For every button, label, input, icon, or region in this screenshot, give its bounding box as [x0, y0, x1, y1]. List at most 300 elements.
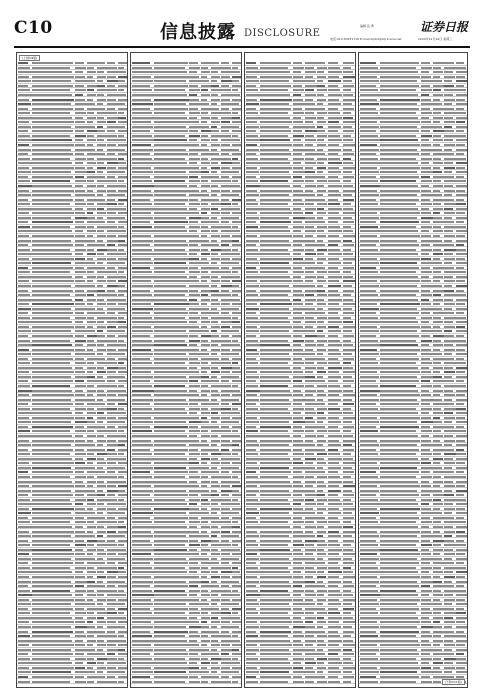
table-cell	[246, 417, 257, 419]
table-cell	[97, 526, 104, 528]
table-cell	[97, 312, 105, 314]
table-cell	[380, 135, 416, 137]
table-cell	[444, 512, 452, 514]
table-cell	[360, 176, 376, 178]
table-cell	[189, 490, 201, 492]
table-cell	[132, 408, 152, 410]
table-cell	[32, 567, 70, 569]
table-cell	[360, 221, 376, 223]
table-cell	[107, 644, 116, 646]
table-cell	[211, 285, 217, 287]
table-cell	[293, 103, 305, 105]
table-cell	[421, 99, 431, 101]
table-cell	[433, 317, 441, 319]
table-cell	[246, 326, 257, 328]
table-cell	[421, 576, 431, 578]
table-cell	[97, 549, 104, 551]
table-cell	[421, 440, 431, 442]
table-cell	[118, 531, 128, 533]
table-cell	[421, 317, 432, 319]
table-cell	[260, 103, 289, 105]
table-cell	[433, 453, 441, 455]
table-cell	[232, 144, 242, 146]
table-cell	[132, 340, 152, 342]
table-cell	[328, 594, 342, 596]
table-cell	[444, 544, 456, 546]
table-cell	[75, 571, 83, 573]
table-cell	[317, 67, 327, 69]
table-cell	[328, 276, 342, 278]
table-cell	[328, 621, 339, 623]
table-cell	[18, 444, 31, 446]
table-cell	[201, 321, 210, 323]
table-cell	[97, 594, 104, 596]
table-cell	[456, 99, 465, 101]
table-cell	[201, 453, 208, 455]
table-cell	[328, 631, 338, 633]
table-cell	[211, 190, 220, 192]
table-cell	[305, 553, 313, 555]
table-cell	[360, 262, 379, 264]
table-cell	[433, 640, 443, 642]
table-cell	[32, 671, 71, 673]
table-cell	[118, 253, 126, 255]
table-cell	[456, 199, 464, 201]
table-cell	[305, 581, 315, 583]
table-cell	[456, 403, 464, 405]
table-cell	[293, 567, 304, 569]
table-cell	[433, 303, 440, 305]
table-cell	[421, 299, 429, 301]
table-cell	[317, 94, 324, 96]
table-cell	[107, 430, 117, 432]
table-cell	[232, 567, 238, 569]
table-cell	[189, 394, 199, 396]
table-cell	[87, 408, 94, 410]
table-cell	[260, 449, 291, 451]
table-cell	[118, 326, 128, 328]
table-cell	[317, 617, 324, 619]
table-cell	[246, 476, 258, 478]
table-cell	[154, 112, 185, 114]
table-cell	[360, 490, 379, 492]
table-cell	[343, 435, 353, 437]
table-cell	[189, 485, 199, 487]
table-cell	[328, 517, 338, 519]
table-cell	[343, 390, 353, 392]
table-cell	[201, 217, 209, 219]
table-cell	[211, 517, 219, 519]
table-cell	[87, 217, 95, 219]
table-cell	[232, 190, 242, 192]
table-cell	[328, 103, 341, 105]
table-cell	[232, 135, 238, 137]
table-cell	[97, 244, 105, 246]
table-cell	[221, 676, 229, 678]
table-cell	[380, 117, 418, 119]
table-cell	[421, 626, 433, 628]
table-cell	[232, 185, 240, 187]
table-cell	[132, 367, 154, 369]
table-cell	[305, 162, 316, 164]
table-cell	[154, 149, 186, 151]
table-cell	[260, 249, 288, 251]
table-cell	[380, 303, 420, 305]
table-cell	[433, 330, 442, 332]
table-cell	[221, 203, 231, 205]
table-cell	[360, 344, 380, 346]
table-cell	[97, 494, 105, 496]
table-cell	[246, 240, 259, 242]
table-cell	[232, 571, 240, 573]
table-cell	[343, 617, 353, 619]
table-cell	[87, 230, 96, 232]
table-cell	[444, 481, 453, 483]
table-cell	[132, 158, 152, 160]
table-cell	[18, 244, 28, 246]
table-cell	[32, 262, 71, 264]
table-cell	[317, 403, 325, 405]
table-cell	[421, 390, 429, 392]
table-cell	[232, 394, 242, 396]
table-cell	[189, 249, 200, 251]
table-cell	[232, 485, 242, 487]
table-cell	[154, 180, 185, 182]
table-cell	[360, 640, 380, 642]
table-cell	[211, 112, 221, 114]
table-cell	[32, 617, 72, 619]
table-cell	[75, 667, 85, 669]
table-cell	[232, 267, 241, 269]
table-cell	[380, 158, 416, 160]
table-cell	[97, 471, 105, 473]
table-cell	[343, 440, 355, 442]
table-cell	[221, 471, 229, 473]
table-cell	[343, 285, 352, 287]
table-cell	[421, 453, 432, 455]
table-cell	[360, 167, 377, 169]
table-cell	[18, 590, 30, 592]
table-cell	[211, 608, 219, 610]
table-cell	[293, 253, 301, 255]
table-cell	[456, 426, 464, 428]
table-cell	[343, 108, 354, 110]
table-cell	[360, 276, 380, 278]
table-cell	[118, 158, 124, 160]
table-cell	[97, 603, 103, 605]
table-cell	[32, 258, 74, 260]
table-cell	[328, 208, 342, 210]
table-cell	[97, 421, 103, 423]
table-cell	[32, 485, 74, 487]
table-cell	[118, 612, 124, 614]
table-cell	[246, 471, 256, 473]
table-cell	[260, 399, 289, 401]
table-cell	[32, 444, 71, 446]
table-cell	[343, 667, 355, 669]
table-cell	[360, 571, 380, 573]
table-cell	[32, 535, 71, 537]
table-cell	[380, 467, 417, 469]
table-column-2	[130, 52, 242, 688]
table-cell	[118, 681, 124, 683]
table-cell	[360, 662, 380, 664]
table-cell	[18, 262, 31, 264]
table-cell	[189, 440, 199, 442]
table-cell	[317, 130, 325, 132]
table-cell	[201, 549, 210, 551]
table-cell	[189, 449, 198, 451]
table-cell	[456, 80, 467, 82]
table-cell	[317, 612, 327, 614]
table-cell	[132, 462, 151, 464]
table-cell	[433, 499, 441, 501]
table-cell	[211, 153, 219, 155]
table-cell	[444, 71, 453, 73]
table-cell	[87, 190, 93, 192]
table-cell	[380, 367, 418, 369]
table-cell	[260, 312, 291, 314]
table-cell	[118, 635, 124, 637]
table-cell	[18, 108, 28, 110]
table-cell	[75, 217, 87, 219]
table-cell	[293, 658, 304, 660]
table-cell	[32, 126, 71, 128]
table-cell	[232, 194, 239, 196]
table-cell	[444, 390, 453, 392]
table-cell	[305, 226, 314, 228]
table-cell	[232, 517, 241, 519]
table-cell	[118, 426, 127, 428]
table-cell	[343, 249, 351, 251]
table-cell	[107, 417, 116, 419]
table-cell	[221, 330, 232, 332]
table-cell	[246, 603, 259, 605]
table-cell	[260, 362, 288, 364]
table-cell	[317, 412, 324, 414]
table-cell	[380, 144, 420, 146]
table-cell	[421, 558, 433, 560]
table-cell	[433, 299, 443, 301]
table-cell	[305, 353, 315, 355]
table-cell	[118, 190, 128, 192]
table-cell	[317, 176, 325, 178]
table-cell	[132, 167, 151, 169]
table-cell	[433, 253, 443, 255]
table-cell	[421, 562, 430, 564]
table-cell	[201, 649, 209, 651]
table-cell	[305, 608, 317, 610]
table-cell	[421, 571, 429, 573]
table-cell	[154, 212, 189, 214]
table-cell	[360, 335, 376, 337]
table-cell	[154, 367, 187, 369]
table-cell	[343, 653, 354, 655]
table-cell	[360, 517, 376, 519]
table-cell	[433, 226, 441, 228]
table-cell	[132, 421, 153, 423]
table-cell	[32, 590, 70, 592]
table-cell	[260, 240, 289, 242]
table-cell	[232, 526, 240, 528]
table-cell	[18, 208, 32, 210]
table-cell	[154, 280, 189, 282]
table-cell	[317, 649, 323, 651]
table-cell	[260, 653, 291, 655]
table-cell	[132, 230, 154, 232]
table-cell	[328, 512, 341, 514]
table-cell	[201, 608, 211, 610]
table-cell	[18, 353, 31, 355]
table-cell	[132, 139, 154, 141]
table-cell	[107, 408, 117, 410]
table-cell	[246, 390, 260, 392]
table-cell	[305, 417, 313, 419]
table-cell	[18, 253, 32, 255]
table-cell	[380, 185, 418, 187]
table-cell	[87, 612, 94, 614]
table-cell	[293, 89, 304, 91]
table-cell	[305, 631, 317, 633]
table-cell	[380, 412, 418, 414]
table-cell	[18, 135, 30, 137]
table-cell	[433, 594, 443, 596]
table-cell	[75, 290, 84, 292]
table-cell	[18, 376, 31, 378]
table-cell	[317, 485, 326, 487]
table-cell	[444, 262, 452, 264]
table-cell	[211, 139, 218, 141]
table-cell	[293, 340, 304, 342]
table-cell	[305, 221, 317, 223]
table-cell	[221, 671, 232, 673]
table-cell	[433, 553, 440, 555]
table-cell	[201, 80, 209, 82]
table-cell	[232, 167, 242, 169]
table-cell	[317, 85, 325, 87]
table-cell	[456, 180, 466, 182]
table-cell	[107, 394, 116, 396]
table-cell	[421, 535, 433, 537]
table-column-4	[358, 52, 468, 688]
table-cell	[421, 671, 433, 673]
table-cell	[97, 512, 103, 514]
table-cell	[260, 153, 291, 155]
table-cell	[18, 103, 31, 105]
table-cell	[456, 362, 466, 364]
table-cell	[97, 185, 104, 187]
table-cell	[305, 567, 314, 569]
table-cell	[189, 194, 201, 196]
table-cell	[32, 249, 70, 251]
table-cell	[246, 321, 260, 323]
table-cell	[232, 635, 238, 637]
table-cell	[328, 108, 338, 110]
table-cell	[87, 299, 96, 301]
table-cell	[75, 362, 86, 364]
table-cell	[87, 449, 97, 451]
table-cell	[132, 435, 154, 437]
table-cell	[132, 471, 150, 473]
table-cell	[246, 280, 257, 282]
table-cell	[75, 535, 87, 537]
table-cell	[211, 458, 218, 460]
table-cell	[246, 544, 258, 546]
table-cell	[317, 399, 323, 401]
table-cell	[189, 285, 201, 287]
table-cell	[246, 303, 257, 305]
table-cell	[211, 240, 217, 242]
table-cell	[87, 85, 97, 87]
table-cell	[360, 353, 379, 355]
table-cell	[328, 308, 341, 310]
table-cell	[201, 208, 210, 210]
table-cell	[433, 308, 442, 310]
table-cell	[107, 581, 118, 583]
table-cell	[293, 649, 305, 651]
table-cell	[380, 490, 417, 492]
table-cell	[433, 390, 443, 392]
table-cell	[75, 380, 84, 382]
table-cell	[433, 362, 441, 364]
table-cell	[18, 299, 32, 301]
table-cell	[154, 85, 188, 87]
table-cell	[305, 103, 315, 105]
table-cell	[18, 417, 29, 419]
table-cell	[328, 576, 339, 578]
table-cell	[154, 208, 187, 210]
table-cell	[328, 535, 341, 537]
table-cell	[380, 376, 417, 378]
table-cell	[154, 658, 185, 660]
table-cell	[260, 262, 289, 264]
table-cell	[97, 208, 104, 210]
table-cell	[97, 571, 104, 573]
table-cell	[343, 544, 351, 546]
table-cell	[107, 631, 115, 633]
table-cell	[154, 471, 188, 473]
table-cell	[211, 358, 219, 360]
table-cell	[154, 199, 188, 201]
table-cell	[246, 662, 260, 664]
table-cell	[32, 344, 72, 346]
table-cell	[75, 635, 86, 637]
table-cell	[211, 144, 220, 146]
table-cell	[456, 626, 467, 628]
table-cell	[260, 426, 291, 428]
table-cell	[32, 353, 71, 355]
table-cell	[380, 571, 418, 573]
table-cell	[154, 671, 186, 673]
table-cell	[201, 621, 207, 623]
table-cell	[433, 244, 444, 246]
table-cell	[260, 62, 291, 64]
table-cell	[189, 299, 197, 301]
table-cell	[421, 494, 430, 496]
table-cell	[305, 467, 315, 469]
table-cell	[421, 503, 429, 505]
table-cell	[328, 476, 340, 478]
table-cell	[154, 80, 186, 82]
table-cell	[232, 412, 240, 414]
table-cell	[132, 517, 150, 519]
table-cell	[132, 249, 152, 251]
table-cell	[232, 212, 242, 214]
table-cell	[293, 603, 305, 605]
table-cell	[317, 676, 325, 678]
table-cell	[18, 467, 31, 469]
table-cell	[360, 126, 379, 128]
